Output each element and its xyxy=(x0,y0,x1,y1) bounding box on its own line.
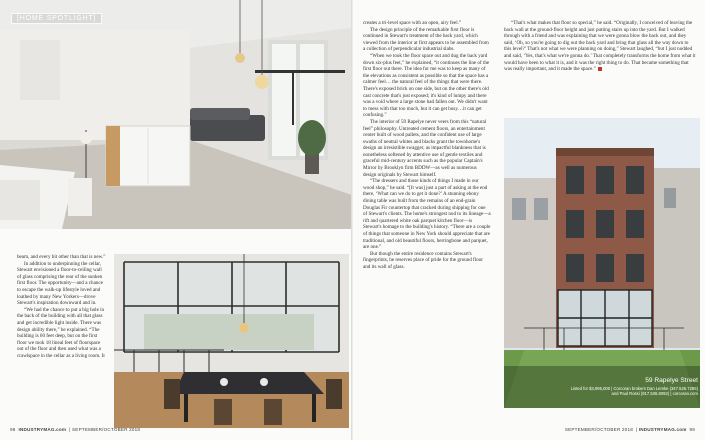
issue-date: SEPTEMBER/OCTOBER 2018 xyxy=(72,427,141,432)
living-room-photo xyxy=(0,0,352,229)
paragraph xyxy=(504,20,696,73)
caption-line: and Paul Rossi (917.536.8092) | corcoran.com xyxy=(611,391,698,397)
caption-line: Listed for $3,995,000 | Corcoran brokers Dan Lemke (347.526.7285) xyxy=(570,386,698,391)
paragraph: In addition to underpinning the cellar, Stewart envisioned a floor-to-ceiling wall of glass comprising the rear of the sunken first floor. The opportunity—and a chance to escape the walk-up lifestyle loved and loathed by many New Yorkers—drove Stewart's inspiration downward and in. xyxy=(17,260,103,307)
paragraph: “We had the chance to put a big hole in the back of the building with all that glass and get incredible light inside. There was design ability there,” he explained. “The building is 60 feet deep, but on the first floor we took 18 lineal feet of floorspace out of the floor and then used what was a crawlspace in the cellar as a living room. It xyxy=(17,306,105,359)
paragraph: The design principle of the remarkable first floor is continued in Stewart's treatment of the back yard, which viewed from the interior at first appears to be assembled from a collection of perpendicular industrial slabs. xyxy=(363,26,489,53)
end-of-story-mark xyxy=(598,67,602,71)
page-number: 98 xyxy=(10,427,16,432)
photo-caption xyxy=(530,377,698,397)
paragraph: The interior of 59 Rapelye never veers from this “natural feel” philosophy. Untreated cement floors, an entertainment center built of wood pallets, and the confident use of large swaths of neutral whites and blacks grant the townhome's design an irresistible swagger, as impactful blankness that is nonetheless softened by attentive use of gentle textiles and graceful mid-century accents such as the popular Captain's Mirror by Brooklyn firm BDDW—as well as numerous design originals by Stewart himself. xyxy=(363,118,487,178)
body-column-right xyxy=(504,20,696,73)
page-number: 99 xyxy=(689,427,695,432)
section-tag: [HOME SPOTLIGHT] xyxy=(11,13,102,24)
folio-right: SEPTEMBER/OCTOBER 2018 | INDUSTRYMAG.com 99 xyxy=(564,427,695,432)
left-page xyxy=(0,0,352,440)
paragraph: creates a tri-level space with an open, airy feel.” xyxy=(363,20,462,26)
dining-room-photo xyxy=(114,254,349,428)
body-column-left xyxy=(17,254,107,360)
paragraph: But though the entire residence contains Stewart's fingerprints, he reserves place of pride for the ground floor and its wall of glass. xyxy=(363,250,483,270)
paragraph: beam, and every bit other than that is new.” xyxy=(17,254,106,260)
brand-name[interactable]: INDUSTRYMAG.com xyxy=(638,427,687,432)
issue-date: SEPTEMBER/OCTOBER 2018 xyxy=(564,427,633,432)
paragraph: “The dressers and those kinds of things I made in our wood shop,” he said. “[It was] just a part of asking at the end there, ‘What can we do to get it done?’ A stunning ebony dining table was built from the remains of an end-grain Douglas Fir countertop that cracked during shipping for one of Stewart's clients. The home's strongest nod to its lineage—a rift and quartered white oak parquet kitchen floor—is Stewart's homage to the building's history. “There are a couple of things that someone in New York should appreciate that are traditional, and old beautiful floors, herringbone and parquet, are one.” xyxy=(363,178,491,251)
paragraph: “When we took the floor space out and dug the back yard down six-plus feet,” he explained, “it continues the line of the first floor out there. The idea for me was to keep as many of the elevations as consistent as possible so that the space has a calmer feel… the natural feel of the things that were there. There's exposed brick on one side, but on the other there's old cast concrete that's just exposed; it's kind of lumpy and there was a void where a large stone had fallen out. We didn't want to mess with that too much, but it can get busy…it can get confusing.” xyxy=(363,52,490,119)
brand-name[interactable]: INDUSTRYMAG.com xyxy=(18,427,67,432)
paragraph-text: “That's what makes that floor so special,” he said. “Originally, I conceived of leaving the back wall at the ground-floor height and just putting stairs up into the yard. But I walked through with a friend and was explaining that we were gonna blow the back out, and they said, ‘Oh, so you're going to dig out the back yard and bring that glass all the way down to this level?’ That's not what we were planning on doing,” Stewart laughed, “but I just nodded and said, ‘Yes, that's what we're gonna do.’ That completely transforms the home from what it would have been to what it is, and it was the right thing to do. That became something that was really important, and it made the space.” xyxy=(504,20,696,73)
folio-left: 98 INDUSTRYMAG.com | SEPTEMBER/OCTOBER 2018 xyxy=(10,427,141,432)
body-column-middle xyxy=(363,20,491,271)
townhouse-facade-photo xyxy=(504,118,700,408)
caption-title: 59 Rapelye Street xyxy=(645,377,698,384)
